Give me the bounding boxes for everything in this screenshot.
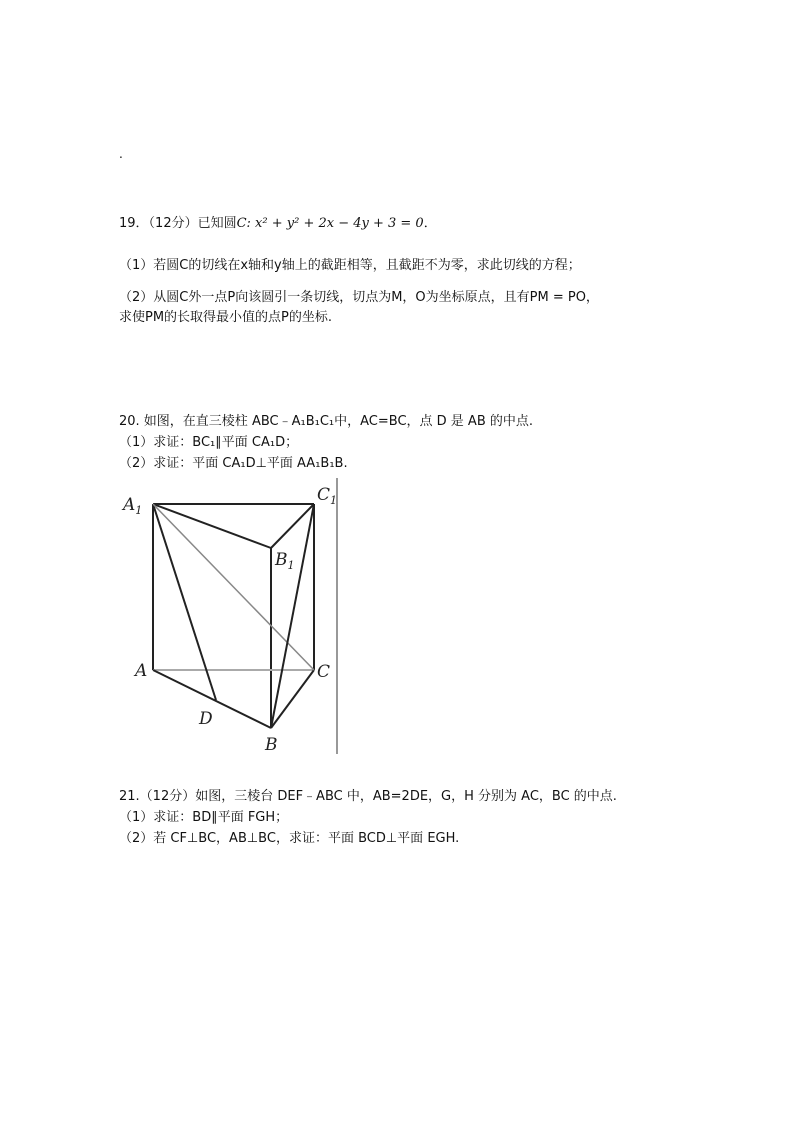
label-b: B <box>265 735 278 754</box>
q19-points: ．（12分）已知圆 <box>135 216 237 231</box>
edge-a1-b1 <box>153 504 271 548</box>
label-d: D <box>199 709 213 729</box>
q19-period: ． <box>423 216 437 231</box>
q20-title: 20. 如图，在直三棱柱 ABC﹣A₁B₁C₁中，AC=BC，点 D 是 AB 的中点. <box>119 414 534 429</box>
q19-part2-line2: 求使PM的长取得最小值的点P的坐标. <box>119 310 333 325</box>
stray-dot: . <box>119 147 123 161</box>
q20-part1: （1）求证：BC₁∥平面 CA₁D； <box>119 435 299 450</box>
q21-part2: （2）若 CF⊥BC，AB⊥BC，求证：平面 BCD⊥平面 EGH. <box>119 831 460 846</box>
prism-figure <box>119 478 341 754</box>
label-a: A <box>135 661 148 681</box>
label-c: C <box>317 662 331 682</box>
label-b1: $B_1$ <box>275 550 295 572</box>
segment-c1-b <box>271 504 314 728</box>
q19-equation: : x² + y² + 2x − 4y + 3 = 0 <box>246 216 424 231</box>
prism-diagram <box>119 478 341 754</box>
q20-part2: （2）求证：平面 CA₁D⊥平面 AA₁B₁B. <box>119 456 348 471</box>
q19-number: 19 <box>119 216 136 231</box>
q19-title <box>119 212 437 231</box>
label-a1: $A_1$ <box>123 495 143 517</box>
q19-part2-line1: （2）从圆C外一点P向该圆引一条切线，切点为M，O为坐标原点，且有PM = PO， <box>119 290 599 305</box>
q21-part1: （1）求证：BD∥平面 FGH； <box>119 810 289 825</box>
q19-part1: （1）若圆C的切线在x轴和y轴上的截距相等，且截距不为零，求此切线的方程； <box>119 258 581 273</box>
q19-circle-name: C <box>236 216 247 231</box>
q21-title: 21.（12分）如图，三棱台 DEF﹣ABC 中，AB=2DE，G，H 分别为 AC，BC 的中点. <box>119 789 617 804</box>
label-c1: $C_1$ <box>317 485 338 507</box>
